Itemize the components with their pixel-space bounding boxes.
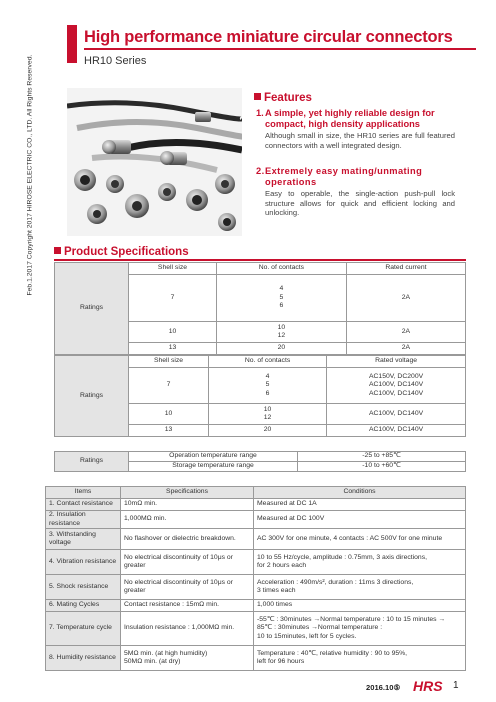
table-row: [46, 612, 466, 646]
temp-value-cell: -10 to +60℃: [298, 462, 466, 472]
value-cell: AC150V, DC200V AC100V, DC140V AC100V, DC140V: [327, 368, 466, 404]
col-header: Specifications: [121, 487, 254, 499]
connectors-illustration: [67, 88, 242, 236]
specifications-table: [45, 486, 466, 671]
value-cell: AC100V, DC140V: [327, 425, 466, 437]
hrs-logo-icon: [413, 678, 447, 694]
table-row: [46, 511, 466, 529]
spec-cell: Contact resistance : 15mΩ min.: [121, 600, 254, 612]
ratings-label: Ratings: [55, 356, 129, 437]
value-cell: AC100V, DC140V: [327, 404, 466, 425]
feature-1-number: 1.: [256, 108, 264, 118]
feature-2-title: [256, 166, 452, 187]
table-row: [46, 529, 466, 550]
rated-current-table: [54, 262, 466, 355]
table-row: [46, 575, 466, 600]
feature-1-title: [256, 108, 452, 129]
table-row: [46, 600, 466, 612]
table-row: [46, 646, 466, 671]
col-header: Rated current: [346, 263, 465, 275]
shell-size-cell: 7: [129, 368, 209, 404]
col-header: No. of contacts: [216, 263, 346, 275]
value-cell: 2A: [346, 322, 465, 343]
spec-cell: 5MΩ min. (at high humidity) 50MΩ min. (at dry): [121, 646, 254, 671]
contacts-cell: 4 5 6: [216, 275, 346, 322]
table-row: [46, 499, 466, 511]
cond-cell: 10 to 55 Hz/cycle, amplitude : 0.75mm, 3 axis directions, for 2 hours each: [254, 550, 466, 575]
series-name: [84, 55, 146, 67]
temp-value-cell: -25 to +85℃: [298, 452, 466, 462]
page-title: High performance miniature circular connectors: [84, 28, 453, 46]
value-cell: 2A: [346, 343, 465, 355]
logo-text: HRS: [413, 678, 443, 694]
feature-2-title-text: Extremely easy mating/unmating operations: [265, 166, 423, 187]
col-header: Shell size: [129, 356, 209, 368]
cond-cell: Measured at DC 1A: [254, 499, 466, 511]
cond-cell: Temperature : 40℃, relative humidity : 90 to 95%, left for 96 hours: [254, 646, 466, 671]
temperature-table: [54, 451, 466, 472]
features-heading: [254, 92, 312, 104]
feature-1-body: Although small in size, the HR10 series are full featured connectors with a well integrated design.: [265, 131, 455, 150]
specs-rule: [54, 259, 466, 261]
shell-size-cell: 7: [129, 275, 217, 322]
temp-name-cell: Storage temperature range: [129, 462, 298, 472]
item-cell: 4. Vibration resistance: [46, 550, 121, 575]
shell-size-cell: 13: [129, 343, 217, 355]
contacts-cell: 20: [209, 425, 327, 437]
spec-cell: No electrical discontinuity of 10μs or greater: [121, 550, 254, 575]
col-header: Rated voltage: [327, 356, 466, 368]
contacts-cell: 4 5 6: [209, 368, 327, 404]
series-prefix: HR: [84, 55, 100, 67]
temp-name-cell: Operation temperature range: [129, 452, 298, 462]
spec-cell: No electrical discontinuity of 10μs or greater: [121, 575, 254, 600]
rated-voltage-table: [54, 355, 466, 437]
product-specs-heading-text: Product Specifications: [64, 246, 189, 258]
contacts-cell: 20: [216, 343, 346, 355]
hrs-logo: [413, 678, 447, 694]
spec-cell: 10mΩ min.: [121, 499, 254, 511]
item-cell: 8. Humidity resistance: [46, 646, 121, 671]
feature-2-body: Easy to operable, the single-action push-pull lock structure allows for quick and efficient locking and unlocking.: [265, 189, 455, 218]
heading-square-icon: [54, 247, 61, 254]
cond-cell: 1,000 times: [254, 600, 466, 612]
item-cell: 6. Mating Cycles: [46, 600, 121, 612]
footer-date: 2016.10⑤: [366, 683, 401, 692]
feature-2-number: 2.: [256, 166, 265, 176]
item-cell: 2. Insulation resistance: [46, 511, 121, 529]
col-header: Items: [46, 487, 121, 499]
cond-cell: Measured at DC 100V: [254, 511, 466, 529]
col-header: Shell size: [129, 263, 217, 275]
copyright-side-text: Feb.1.2017 Copyright 2017 HIROSE ELECTRIC CO., LTD. All Rights Reserved.: [26, 54, 34, 296]
col-header: Conditions: [254, 487, 466, 499]
title-rule: [84, 48, 476, 50]
spec-cell: No flashover or dielectric breakdown.: [121, 529, 254, 550]
contacts-cell: 10 12: [209, 404, 327, 425]
feature-1-title-text: A simple, yet highly reliable design for compact, high density applications: [265, 108, 435, 129]
page-number: 1: [453, 680, 459, 691]
ratings-label: Ratings: [55, 263, 129, 355]
contacts-cell: 10 12: [216, 322, 346, 343]
item-cell: 5. Shock resistance: [46, 575, 121, 600]
shell-size-cell: 13: [129, 425, 209, 437]
table-row: [46, 550, 466, 575]
cond-cell: AC 300V for one minute, 4 contacts : AC 500V for one minute: [254, 529, 466, 550]
shell-size-cell: 10: [129, 322, 217, 343]
col-header: No. of contacts: [209, 356, 327, 368]
spec-cell: 1,000MΩ min.: [121, 511, 254, 529]
item-cell: 7. Temperature cycle: [46, 612, 121, 646]
ratings-label: Ratings: [55, 452, 129, 472]
value-cell: 2A: [346, 275, 465, 322]
product-photo: [67, 88, 242, 236]
cond-cell: -55℃ : 30minutes →Normal temperature : 10 to 15 minutes → 85℃ : 30minutes →Normal temperature : 10 to 15minutes, left for 5 cycles.: [254, 612, 466, 646]
product-specs-heading: [54, 246, 189, 258]
features-heading-text: Features: [264, 92, 312, 104]
header-accent-bar: [67, 25, 77, 63]
item-cell: 1. Contact resistance: [46, 499, 121, 511]
cond-cell: Acceleration : 490m/s², duration : 11ms 3 directions, 3 times each: [254, 575, 466, 600]
shell-size-cell: 10: [129, 404, 209, 425]
item-cell: 3. Withstanding voltage: [46, 529, 121, 550]
heading-square-icon: [254, 93, 261, 100]
spec-cell: Insulation resistance : 1,000MΩ min.: [121, 612, 254, 646]
series-suffix: 10 Series: [99, 55, 147, 67]
